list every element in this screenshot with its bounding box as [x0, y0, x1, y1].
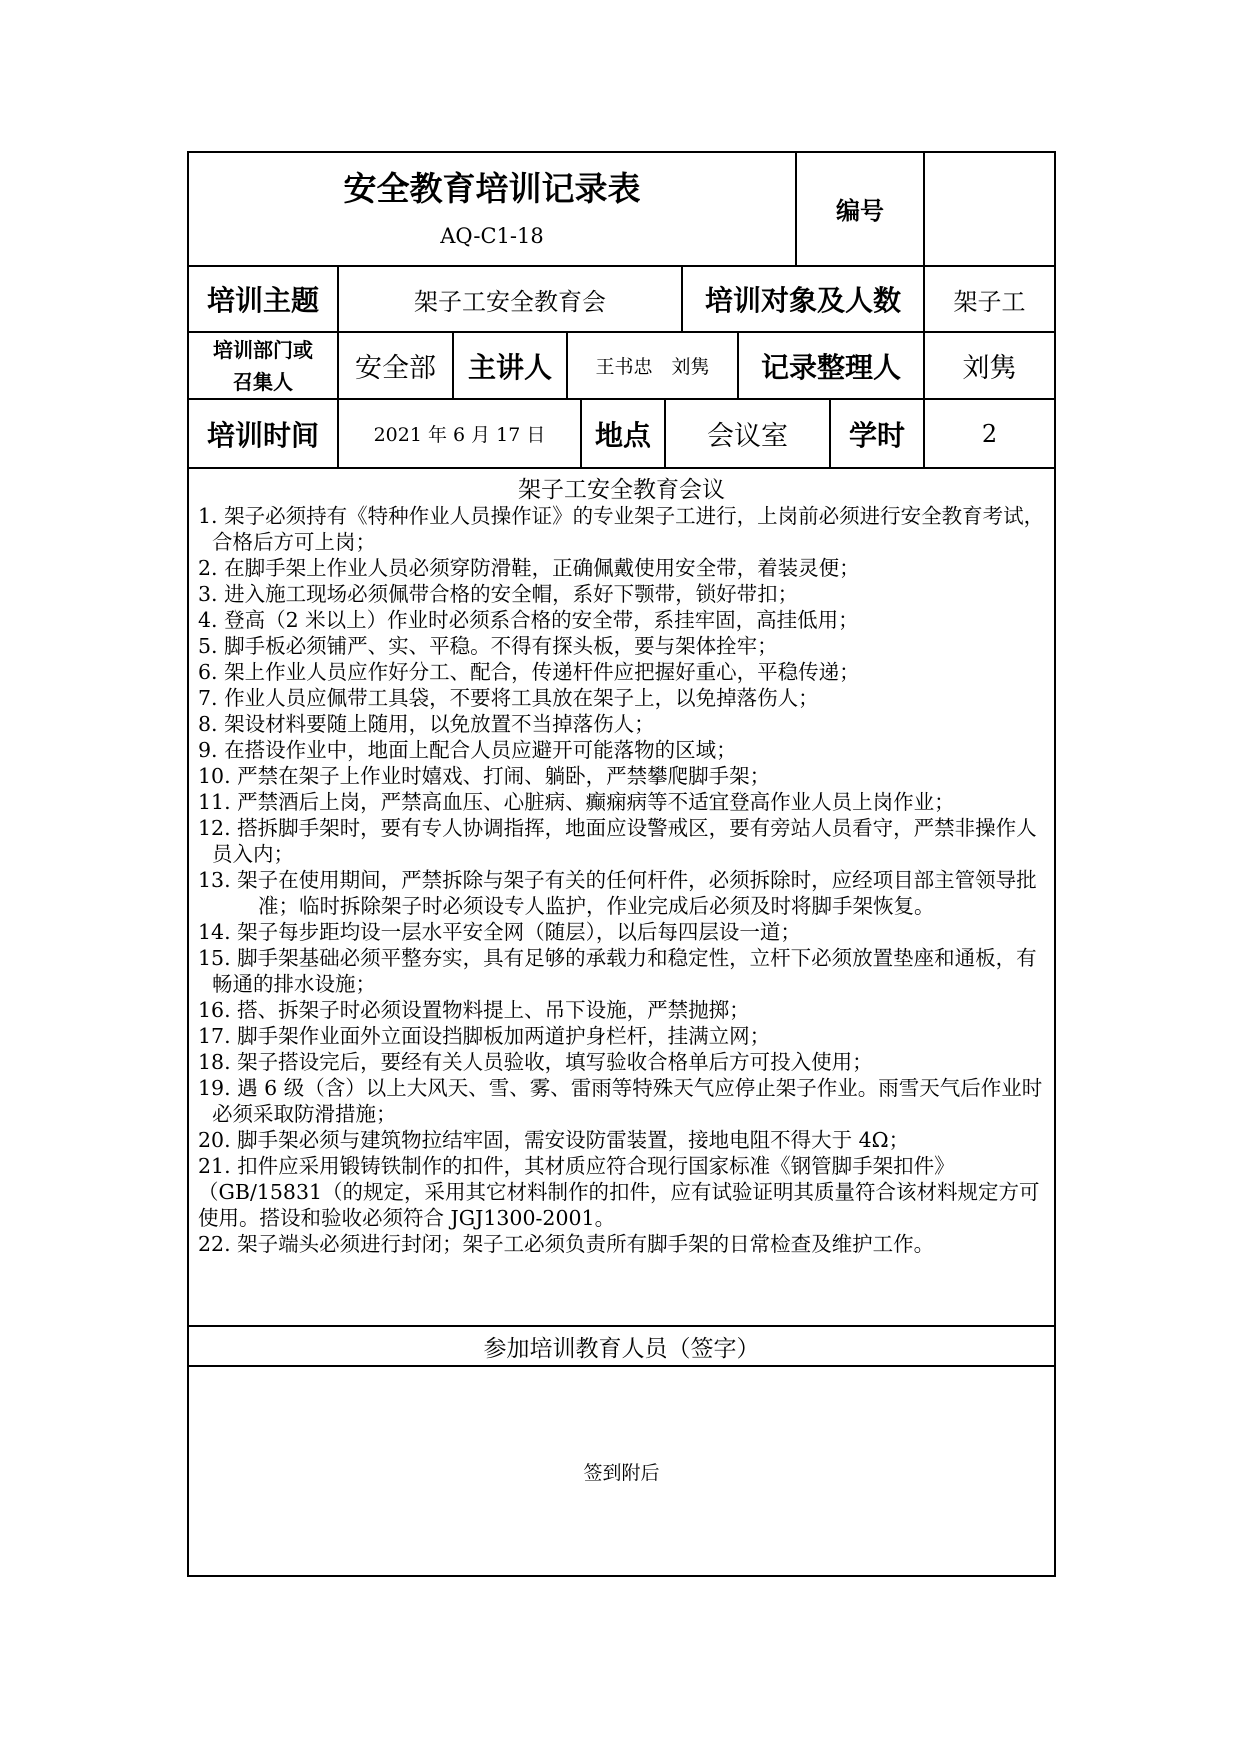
form-code: AQ-C1-18 — [440, 224, 544, 248]
list-item: 11. 严禁酒后上岗，严禁高血压、心脏病、癫痫病等不适宜登高作业人员上岗作业； — [198, 790, 955, 814]
list-item: 12. 搭拆脚手架时，要有专人协调指挥，地面应设警戒区，要有旁站人员看守，严禁非操作人员入内； — [198, 816, 1037, 866]
list-item: 22. 架子端头必须进行封闭；架子工必须负责所有脚手架的日常检查及维护工作。 — [198, 1232, 935, 1256]
number-value[interactable] — [925, 153, 1054, 265]
recorder-label: 记录整理人 — [760, 350, 901, 384]
signature-note: 签到附后 — [583, 1461, 660, 1484]
hours-label: 学时 — [848, 418, 905, 452]
dept-label-line1: 培训部门或 — [213, 337, 313, 362]
speaker-label: 主讲人 — [467, 350, 552, 384]
list-item: 8. 架设材料要随上随用，以免放置不当掉落伤人； — [198, 712, 655, 736]
safety-rules-list — [198, 503, 1048, 1257]
topic-label: 培训主题 — [206, 284, 319, 317]
list-item: 16. 搭、拆架子时必须设置物料提上、吊下设施，严禁抛掷； — [198, 998, 750, 1022]
list-item: 7. 作业人员应佩带工具袋，不要将工具放在架子上，以免掉落伤人； — [198, 686, 819, 710]
signature-header: 参加培训教育人员（签字） — [483, 1335, 760, 1362]
time-value[interactable]: 2021 年 6 月 17 日 — [373, 424, 546, 446]
list-item: 20. 脚手架必须与建筑物拉结牢固，需安设防雷装置，接地电阻不得大于 4Ω； — [198, 1128, 910, 1152]
list-item: 21. 扣件应采用锻铸铁制作的扣件，其材质应符合现行国家标准《钢管脚手架扣件》（GB/15831（的规定，采用其它材料制作的扣件，应有试验证明其质量符合该材料规定方可使用。搭设和验收必须符合 JGJ1300-2001。 — [198, 1154, 1040, 1230]
content-title: 架子工安全教育会议 — [518, 476, 725, 503]
list-item: 9. 在搭设作业中，地面上配合人员应避开可能落物的区域； — [198, 738, 737, 762]
list-item: 6. 架上作业人员应作好分工、配合，传递杆件应把握好重心，平稳传递； — [198, 660, 860, 684]
border-line — [187, 467, 1056, 469]
border-line — [187, 1575, 1056, 1577]
dept-value[interactable]: 安全部 — [355, 353, 436, 384]
target-value[interactable]: 架子工 — [953, 287, 1026, 316]
list-item: 17. 脚手架作业面外立面设挡脚板加两道护身栏杆，挂满立网； — [198, 1024, 771, 1048]
list-item: 13. 架子在使用期间，严禁拆除与架子有关的任何杆件，必须拆除时，应经项目部主管领导批准；临时拆除架子时必须设专人监护，作业完成后必须及时将脚手架恢复。 — [198, 868, 1037, 918]
topic-value[interactable]: 架子工安全教育会 — [414, 287, 606, 316]
place-label: 地点 — [594, 418, 651, 452]
training-record-form — [187, 151, 1056, 1577]
target-label: 培训对象及人数 — [704, 284, 901, 317]
number-label: 编号 — [836, 196, 884, 225]
form-title: 安全教育培训记录表 — [343, 168, 641, 208]
dept-label — [189, 333, 337, 398]
list-item: 19. 遇 6 级（含）以上大风天、雪、雾、雷雨等特殊天气应停止架子作业。雨雪天气后作业时必须采取防滑措施； — [198, 1076, 1043, 1126]
list-item: 10. 严禁在架子上作业时嬉戏、打闹、躺卧，严禁攀爬脚手架； — [198, 764, 771, 788]
list-item: 1. 架子必须持有《特种作业人员操作证》的专业架子工进行，上岗前必须进行安全教育考试，合格后方可上岗； — [198, 504, 1045, 554]
list-item: 18. 架子搭设完后，要经有关人员验收，填写验收合格单后方可投入使用； — [198, 1050, 873, 1074]
hours-value[interactable]: 2 — [981, 419, 998, 448]
list-item: 14. 架子每步距均设一层水平安全网（随层），以后每四层设一道； — [198, 920, 801, 944]
speaker-value[interactable]: 王书忠 刘隽 — [595, 356, 710, 378]
list-item: 3. 进入施工现场必须佩带合格的安全帽，系好下颚带，锁好带扣； — [198, 582, 799, 606]
recorder-value[interactable]: 刘隽 — [962, 353, 1017, 384]
signature-area[interactable] — [189, 1367, 1054, 1575]
list-item: 5. 脚手板必须铺严、实、平稳。不得有探头板，要与架体拴牢； — [198, 634, 778, 658]
list-item: 2. 在脚手架上作业人员必须穿防滑鞋，正确佩戴使用安全带，着装灵便； — [198, 556, 860, 580]
list-item: 15. 脚手架基础必须平整夯实，具有足够的承载力和稳定性，立杆下必须放置垫座和通板，有畅通的排水设施； — [198, 946, 1037, 996]
place-value[interactable]: 会议室 — [707, 421, 788, 452]
border-line — [1054, 151, 1056, 1577]
list-item: 4. 登高（2 米以上）作业时必须系合格的安全带，系挂牢固，高挂低用； — [198, 608, 859, 632]
time-label: 培训时间 — [206, 418, 319, 452]
dept-label-line2: 召集人 — [233, 369, 293, 394]
